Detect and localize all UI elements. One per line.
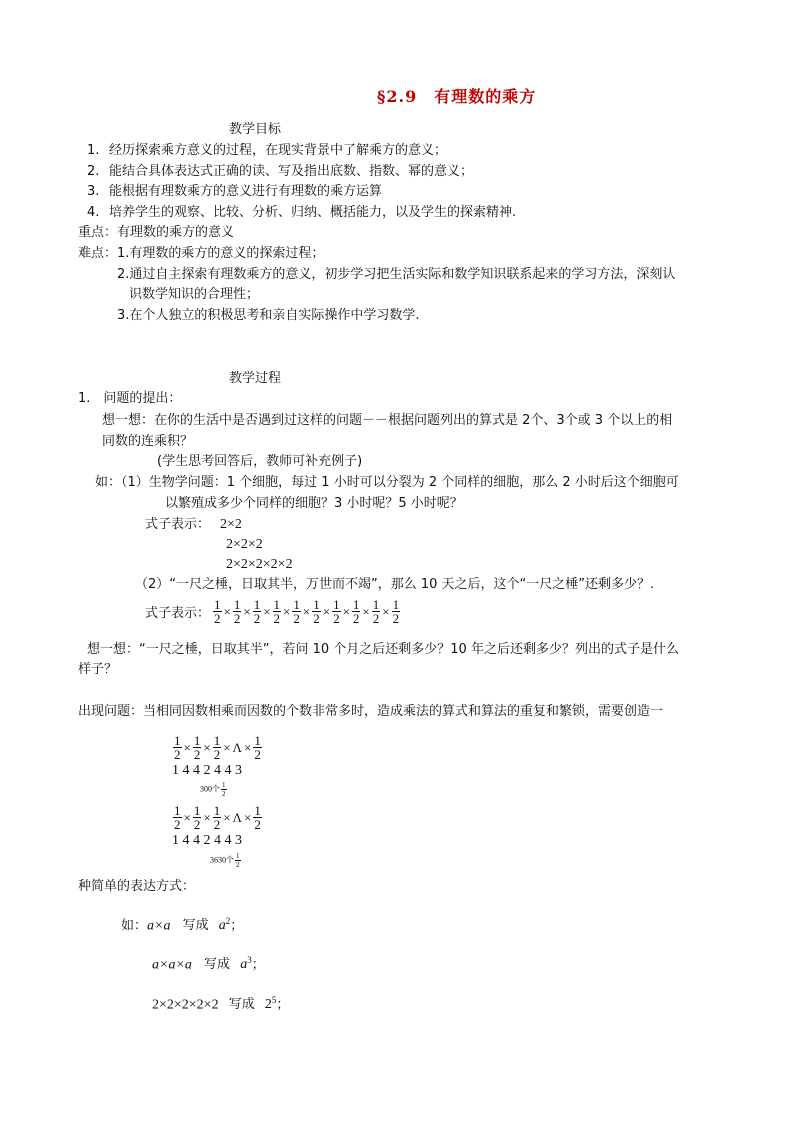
fraction: $\frac{1}{2}$ xyxy=(253,597,261,626)
goal-item: 1. 经历探索乘方意义的过程，在现实背景中了解乘方的意义； xyxy=(87,143,448,158)
ellipsis-symbol: Λ xyxy=(232,809,242,825)
brace-count: 300个 $\frac{1}{2}$ xyxy=(200,781,226,798)
difficulty-item: 2.通过自主探索有理数乘方的意义，初步学习把生活实际和数学知识联系起来的学习方法，深刻认 xyxy=(117,267,676,282)
difficulty-item: 3.在个人独立的积极思考和亲自实际操作中学习数学. xyxy=(117,308,420,323)
fraction: $\frac{1}{2}$ xyxy=(214,597,221,626)
formula-expression: 2×2 xyxy=(220,517,242,532)
teacher-note: (学生思考回答后，教师可补充例子) xyxy=(157,454,363,469)
section-heading: 1. 问题的提出： xyxy=(78,391,182,406)
difficulty-item: 1.有理数的乘方的意义的探索过程； xyxy=(117,246,325,261)
ellipsis-symbol: Λ xyxy=(232,739,242,755)
problem-paragraph: 种简单的表达方式： xyxy=(78,879,196,894)
fraction: $\frac{1}{2}$ xyxy=(174,733,181,762)
example-text: （2）“一尺之棰，日取其半，万世而不竭”，那么 10 天之后，这个“一尺之棰”还剩多少？. xyxy=(135,577,655,592)
times-sign: × xyxy=(243,603,251,619)
example-line: a×a×a 写成 $a^3$； xyxy=(152,955,265,973)
difficulty-label: 难点： xyxy=(78,246,118,261)
fraction-product xyxy=(145,598,401,625)
times-sign: × xyxy=(362,603,370,619)
fraction: $\frac{1}{2}$ xyxy=(313,597,320,626)
times-sign: × xyxy=(322,603,331,619)
times-sign: × xyxy=(342,603,350,619)
formula-expression: 2×2×2×2×2 xyxy=(226,557,293,572)
times-sign: × xyxy=(382,603,390,619)
formula-label: 式子表示： xyxy=(145,517,211,532)
key-point: 重点：有理数的乘方的意义 xyxy=(78,225,235,240)
fraction: $\frac{1}{2}$ xyxy=(372,597,380,626)
example-line: 如：a×a 写成 $a^2$； xyxy=(121,916,244,934)
fraction: $\frac{1}{2}$ xyxy=(392,597,400,626)
goal-item: 2. 能结合具体表达式正确的读、写及指出底数、指数、幂的意义； xyxy=(87,164,474,179)
fraction: $\frac{1}{2}$ xyxy=(254,733,261,762)
example-text: 如：（1）生物学问题：1 个细胞，每过 1 小时可以分裂为 2 个同样的细胞，那么 2 小时后这个细胞可 xyxy=(95,475,679,490)
think-paragraph: 同数的连乘积？ xyxy=(102,434,194,449)
think-paragraph: 想一想：“一尺之棰，日取其半”，若问 10 个月之后还剩多少？10 年之后还剩多少？列出的式子是什么 xyxy=(87,642,679,657)
difficulty-item: 识数学知识的合理性； xyxy=(129,287,260,302)
brace-count: 3630个 $\frac{1}{2}$ xyxy=(210,852,240,869)
fraction: $\frac{1}{2}$ xyxy=(233,597,241,626)
example-text: 以繁殖成多少个同样的细胞？3 小时呢？5 小时呢？ xyxy=(165,496,463,511)
fraction: $\frac{1}{2}$ xyxy=(193,733,201,762)
process-heading: 教学过程 xyxy=(229,371,282,386)
goals-heading: 教学目标 xyxy=(229,122,282,137)
page-title: §2.9 有理数的乘方 xyxy=(377,87,537,106)
fraction: $\frac{1}{2}$ xyxy=(333,597,340,626)
fraction: $\frac{1}{2}$ xyxy=(254,803,261,832)
brace-remnant: 1 4 4 2 4 4 3 xyxy=(172,763,242,778)
fraction: $\frac{1}{2}$ xyxy=(213,803,221,832)
times-sign: × xyxy=(223,603,231,619)
brace-remnant: 1 4 4 2 4 4 3 xyxy=(172,833,242,848)
fraction: $\frac{1}{2}$ xyxy=(174,803,181,832)
goal-item: 3. 能根据有理数乘方的意义进行有理数的乘方运算 xyxy=(87,184,383,199)
fraction: $\frac{1}{2}$ xyxy=(193,803,201,832)
fraction: $\frac{1}{2}$ xyxy=(293,597,300,626)
formula-label: 式子表示： xyxy=(145,606,211,621)
brace-expression: $\frac{1}{2}$ × $\frac{1}{2}$ × $\frac{1}{2}$ × Λ × $\frac{1}{2}$ xyxy=(174,803,261,832)
goal-item: 4. 培养学生的观察、比较、分析、归纳、概括能力，以及学生的探索精神. xyxy=(87,205,517,220)
times-sign: × xyxy=(302,603,311,619)
formula-expression: 2×2×2 xyxy=(226,537,263,552)
fraction: $\frac{1}{2}$ xyxy=(273,597,281,626)
brace-expression: $\frac{1}{2}$ × $\frac{1}{2}$ × $\frac{1}{2}$ × Λ × $\frac{1}{2}$ xyxy=(174,733,261,762)
times-sign: × xyxy=(263,603,271,619)
think-paragraph: 样子？ xyxy=(78,662,118,677)
problem-paragraph: 出现问题：当相同因数相乘而因数的个数非常多时，造成乘法的算式和算法的重复和繁锁，需要创造一 xyxy=(78,704,664,719)
fraction: $\frac{1}{2}$ xyxy=(213,733,221,762)
think-paragraph: 想一想：在你的生活中是否遇到过这样的问题－－根据问题列出的算式是 2个、3个或 3 个以上的相 xyxy=(102,413,673,428)
times-sign: × xyxy=(283,603,291,619)
example-line: 2×2×2×2×2 写成 $2^5$； xyxy=(152,995,290,1013)
fraction: $\frac{1}{2}$ xyxy=(352,597,360,626)
